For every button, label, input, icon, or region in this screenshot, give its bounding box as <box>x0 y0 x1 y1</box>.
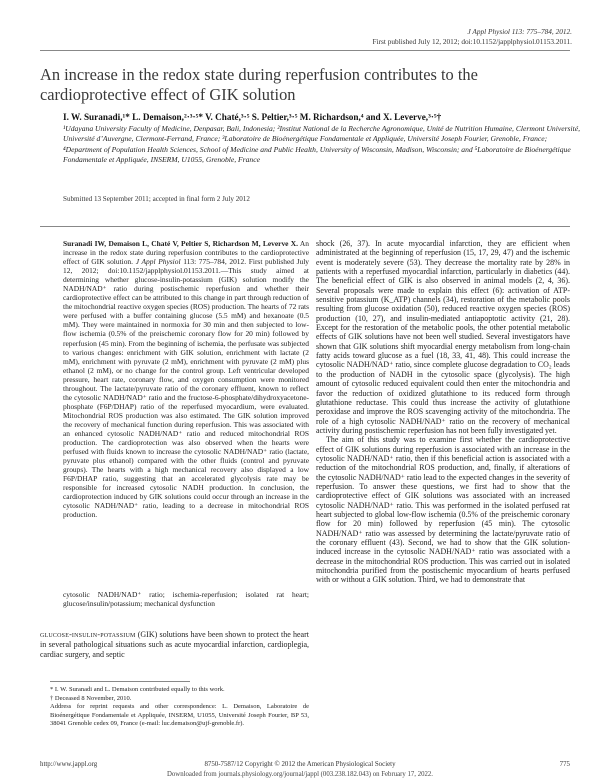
right-column <box>316 239 570 585</box>
header-rule <box>40 50 570 51</box>
running-header <box>373 27 572 47</box>
abstract-citation-title: An increase in the redox state during reperfusion contributes to the cardioprotective effect of GIK solution. <box>63 239 309 267</box>
footnote-deceased: † Deceased 8 November, 2010. <box>50 694 132 702</box>
doi-line: First published July 12, 2012; doi:10.1152/japplphysiol.01153.2011. <box>372 37 572 46</box>
abstract-citation-journal: J Appl Physiol <box>135 257 181 267</box>
footer-url[interactable]: http://www.jappl.org <box>40 761 98 768</box>
affiliations: ¹Udayana University Faculty of Medicine, Denpasar, Bali, Indonesia; ²Institut National de la Recherche Agronomique, Unité de Nutrition Humaine, Clermont Université, Université d’Auvergne, Clermont-Ferrand, France; ³Laboratoire de Bioénergétique Fondamentale et Appliquée, Université Joseph Fourier, Grenoble, France; ⁴Department of Population Health Sciences, School of Medicine and Public Health, University of Wisconsin, Madison, Wisconsin; and ⁵Laboratoire de Bioénergétique Fondamentale et Appliquée, INSERM, U1055, Grenoble, France <box>63 124 580 165</box>
abstract <box>63 239 309 519</box>
footnote-rule <box>50 681 190 682</box>
download-notice: Downloaded from journals.physiology.org/journal/jappl (003.238.182.043) on February 17, 2022. <box>167 771 433 778</box>
intro-lead-in: glucose-insulin-potassium <box>40 630 136 639</box>
author-list: I. W. Suranadi,¹* L. Demaison,²·³·⁵* V. Chaté,³·⁵ S. Peltier,³·⁵ M. Richardson,⁴ and X. Leverve,³·⁵† <box>63 112 442 122</box>
footnote-equal-contribution: * I. W. Suranadi and L. Demaison contributed equally to this work. <box>50 686 225 693</box>
intro-text: (GIK) solutions have been shown to protect the heart in several pathological situations such as acute myocardial infarction, cardioplegia, cardiac surgery, and septic <box>40 630 309 660</box>
page-number: 775 <box>559 761 570 768</box>
title-block-rule <box>40 226 570 227</box>
submission-dates: Submitted 13 September 2011; accepted in final form 2 July 2012 <box>63 195 250 203</box>
right-paragraph-1: shock (26, 37). In acute myocardial infarction, they are efficient when administrated at the beginning of reperfusion (15, 17, 29, 47) and the ischemic event is moderately severe (53). They decrease the mortality rate by 28% in patients with a reperfused myocardial infarction, particularly in diabetics (44). The beneficial effect of GIK is also observed in animal models (2, 4, 36). Several proposals were made to explain this effect (6): activation of ATP-sensitive potassium (K_ATP) channels (34), restoration of the metabolic pools resulting from glucose oxidation (50), reduced reactive oxygen species (ROS) production (10, 27), and insulin-mediated antiapoptotic activity (21, 28). Except for the restoration of the metabolic pools, the other potential metabolic effects of GIK solutions have not been well studied. Several investigators have shown that GIK solutions shift myocardial energy metabolism from long-chain fatty acids toward glucose as a fuel (18, 33, 41, 48). This could increase the cytosolic NADH/NAD⁺ ratio, since complete glucose degradation to CO₂ leads to the production of NADH in the cytosolic space (glycolysis). The high amount of cytosolic reduced equivalent could then enter the mitochondria and favor the reduction of oxidized glutathione to its reduced form through glutathione reductase. This could thus increase the activity of glutathione peroxidase and improve the ROS scavenging activity of the mitochondria. The role of a high cytosolic NADH/NAD⁺ ratio on the recovery of mechanical activity during postischemic reperfusion has not been fully investigated yet. <box>316 239 570 435</box>
abstract-citation-authors: Suranadi IW, Demaison L, Chaté V, Peltier S, Richardson M, Leverve X. <box>63 239 298 248</box>
article-title: An increase in the redox state during reperfusion contributes to the cardioprotective effect of GIK solution <box>40 65 478 104</box>
introduction-start <box>40 630 309 661</box>
footnotes <box>50 686 309 729</box>
abstract-body: 113: 775–784, 2012. First published July 12, 2012; doi:10.1152/japplphysiol.01153.2011.—This study aimed at determining whether glucose-insulin-potassium (GIK) solution modify the NADH/NAD⁺ ratio during postischemic reperfusion and whether their cardioprotective effect can be attributed to this change in part through reduction of the mitochondrial reactive oxygen species (ROS) production. The hearts of 72 rats were perfused with a buffer containing glucose (5.5 mM) and hexanoate (0.5 mM). They were maintained in normoxia for 30 min and then subjected to low-flow ischemia (0.5% of the preischemic coronary flow for 20 min) followed by reperfusion (45 min). From the beginning of ischemia, the perfusate was subjected to various changes: enrichment with GIK solution, enrichment with lactate (2 mM), enrichment with pyruvate (2 mM), enrichment with pyruvate (2 mM) plus ethanol (2 mM), or no change for the control group. Left ventricular developed pressure, heart rate, coronary flow, and oxygen consumption were monitored throughout. The lactate/pyruvate ratio of the coronary effluent, known to reflect the cytosolic NADH/NAD⁺ ratio and the fructose-6-phosphate/dihydroxyacetone-phosphate (F6P/DHAP) ratio of the reperfused myocardium, were evaluated. Mitochondrial ROS production was also estimated. The GIK solution improved the recovery of mechanical function during reperfusion. This was associated with an enhanced cytosolic NADH/NAD⁺ ratio and reduced mitochondrial ROS production. The cardioprotection was also observed when the hearts were perfused with fluids known to increase the cytosolic NADH/NAD⁺ ratio (lactate, pyruvate plus ethanol) compared with the other fluids (control and pyruvate groups). The hearts with a high mechanical recovery also displayed a low F6P/DHAP ratio, suggesting that an accelerated glycolysis rate may be responsible for increased cytosolic NADH production. In conclusion, the cardioprotection induced by GIK solutions could occur through an increase in the cytosolic NADH/NAD⁺ ratio, leading to a decrease in mitochondrial ROS production. <box>63 257 310 520</box>
journal-citation-line: J Appl Physiol 113: 775–784, 2012. <box>467 27 572 36</box>
footer-copyright: 8750-7587/12 Copyright © 2012 the American Physiological Society <box>204 761 396 768</box>
footnote-correspondence: Address for reprint requests and other correspondence: L. Demaison, Laboratoire de Bioénergétique Fondamentale et Appliquée, INSERM, U1055, Université Joseph Fourier, BP 53, 38041 Grenoble cedex 09, France (e-mail: luc.demaison@ujf-grenoble.fr). <box>50 703 309 728</box>
keywords: cytosolic NADH/NAD⁺ ratio; ischemia-reperfusion; isolated rat heart; glucose/insulin/potassium; mechanical dysfunction <box>63 590 309 609</box>
right-paragraph-2: The aim of this study was to examine first whether the cardioprotective effect of GIK solutions during reperfusion is associated with an increase in the cytosolic NADH/NAD⁺ ratio, then if this beneficial action is associated with a reduction of the mitochondrial ROS production, and, finally, if alterations of the cytosolic NADH/NAD⁺ ratio lead to the expected changes in the severity of reperfusion. To answer these questions, we first had to show that the cardioprotective effect of GIK solutions was associated with an increased cytosolic NADH/NAD⁺ ratio. This was performed in the isolated perfused rat heart subjected to global low-flow ischemia (0.5% of the preischemic coronary flow for 20 min) followed by reperfusion (45 min). The cytosolic NADH/NAD⁺ ratio was assessed by determining the lactate/pyruvate ratio of the coronary effluent (43). Second, we had to show that the GIK solution-induced increase in the cytosolic NADH/NAD⁺ ratio was associated with a decrease in the mitochondrial ROS production. This was carried out in isolated mitochondria purified from the postischemic myocardium of hearts perfused with or without a GIK solution. Third, we had to demonstrate that <box>316 435 570 585</box>
